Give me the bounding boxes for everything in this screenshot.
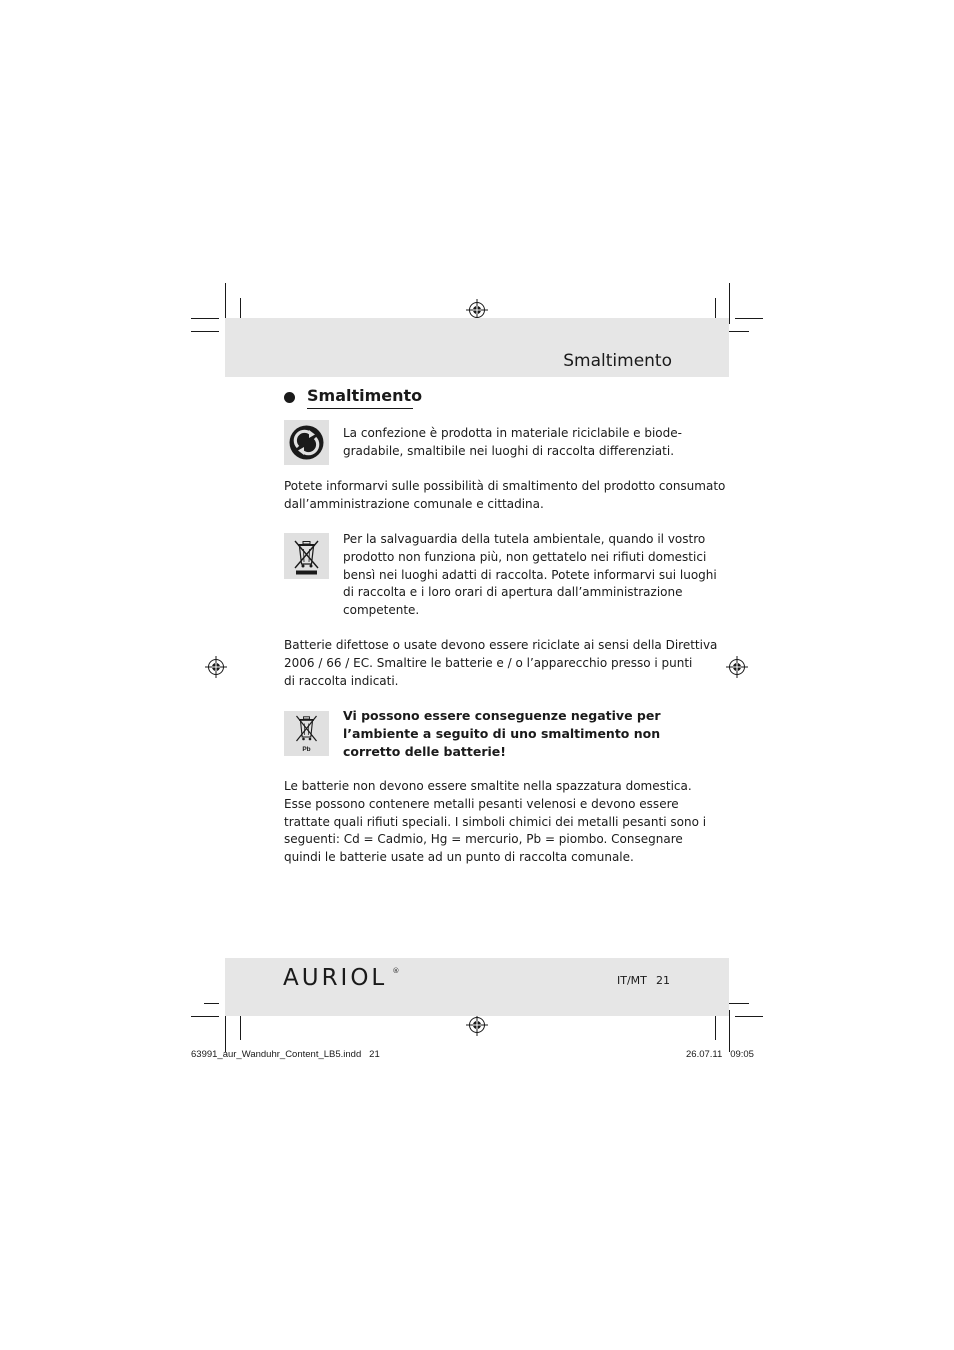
crop-mark bbox=[225, 1010, 226, 1052]
paragraph-heavy-metals: Le batterie non devono essere smaltite nella spazzatura domestica. Esse possono contenere metalli pesanti velenosi e devono essere trattate quali rifiuti speciali. I simboli chimici dei metalli pesanti sono i seguenti: Cd = Cadmio, Hg = mercurio, Pb = piombo. Consegnare quindi le batterie usate ad un punto di raccolta comunale. bbox=[284, 779, 707, 865]
crop-mark bbox=[191, 331, 219, 332]
section-title: Smaltimento bbox=[307, 386, 423, 405]
page-code: IT/MT bbox=[617, 974, 647, 987]
battery-icon-label: Pb bbox=[302, 746, 311, 753]
slug-filename: 63991_aur_Wanduhr_Content_LB5.indd 21 bbox=[191, 1049, 380, 1060]
bullet-icon bbox=[284, 392, 295, 403]
page-number: 21 bbox=[656, 974, 670, 987]
registration-mark-icon bbox=[466, 1014, 488, 1036]
crop-mark bbox=[735, 318, 763, 319]
brand-logo bbox=[283, 965, 399, 991]
slug-timestamp: 26.07.11 09:05 bbox=[686, 1049, 754, 1060]
paragraph-batteries-directive: Batterie difettose o usate devono essere riciclate ai sensi della Direttiva 2006 / 66 / EC. Smaltire le batterie e / o l’apparecchio presso i punti di raccolta indicati. bbox=[284, 638, 718, 688]
weee-bin-icon-box bbox=[284, 533, 329, 579]
paragraph-environment: Per la salvaguardia della tutela ambientale, quando il vostro prodotto non funziona più, non gettatelo nei rifiuti domestici bensì nei luoghi adatti di raccolta. Potete informarvi sui luoghi di raccolta e i loro orari di apertura dall’amministrazione competente. bbox=[343, 532, 717, 618]
registration-mark-icon bbox=[726, 656, 748, 678]
crop-mark bbox=[735, 1016, 763, 1017]
recycling-icon bbox=[284, 420, 329, 465]
registered-mark: ® bbox=[392, 966, 400, 975]
paragraph-disposal-info: Potete informarvi sulle possibilità di smaltimento del prodotto consumato dall’amministrazione comunale e cittadina. bbox=[284, 479, 726, 511]
battery-bin-icon-box bbox=[284, 711, 329, 756]
crop-mark bbox=[204, 1003, 219, 1004]
crop-mark bbox=[729, 283, 730, 324]
paragraph-warning: Vi possono essere conseguenze negative per l’ambiente a seguito di uno smaltimento non corretto delle batterie! bbox=[343, 708, 661, 759]
page-header-title: Smaltimento bbox=[563, 351, 672, 371]
recycling-icon-box bbox=[284, 420, 329, 465]
registration-mark-icon bbox=[205, 656, 227, 678]
crossed-bin-icon bbox=[284, 533, 329, 579]
crop-mark bbox=[729, 1010, 730, 1052]
paragraph-packaging: La confezione è prodotta in materiale riciclabile e biode- gradabile, smaltibile nei luoghi di raccolta differenziati. bbox=[343, 426, 682, 458]
brand-logo-text: AURIOL bbox=[283, 965, 388, 991]
section-underline bbox=[307, 408, 413, 409]
crop-mark bbox=[191, 1016, 219, 1017]
crossed-bin-pb-icon bbox=[284, 711, 329, 756]
crop-mark bbox=[191, 318, 219, 319]
